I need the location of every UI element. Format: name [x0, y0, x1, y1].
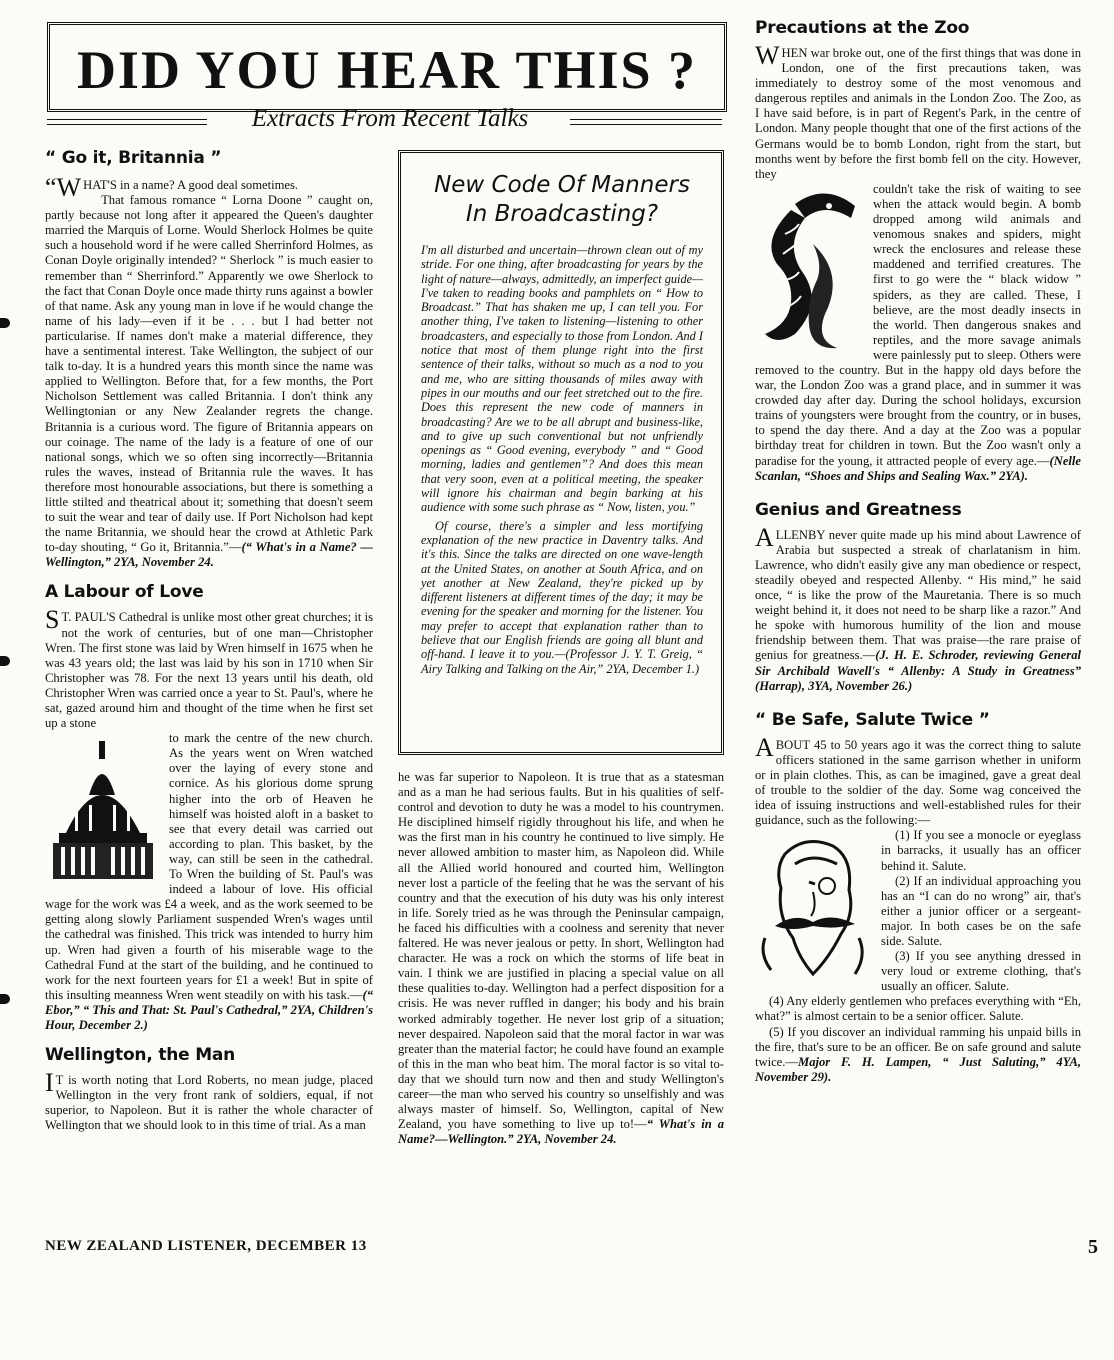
zoo-body-2: couldn't take the risk of waiting to see when the attack would begin. A bomb dropped among wild animals and venomous snakes and spiders, might wreck the enclosures and release these maddened and terrified creatures. The first to go were the “ black widow ” spiders, as they are called. These, I believe, are the most deadly insects in the world. Then dangerous snakes and reptiles, and the more savage animals were painlessly put to sleep. Others were removed to the country. But in the happy old days before the war, the London Zoo was a grand place, and in summer it was crowded day after day. During the school holidays, excursion trains of youngsters were brought from the country, or in buses, to spend the day there. And a day at the Zoo was a popular birthday treat for children in town. But the Zoo wasn't only a paradise for the young, it attracted people of every age.—(Nelle Scanlan, “Shoes and Ships and Sealing Wax.” 2YA).: [755, 181, 1081, 483]
snake-illustration: [755, 184, 865, 357]
subtitle-rule-left: [47, 119, 207, 125]
byline: (“ What's in a Name? —Wellington,” 2YA, November 24.: [45, 540, 373, 570]
page-title: DID YOU HEAR THIS ?: [76, 40, 698, 100]
subtitle-rule-right: [570, 119, 722, 125]
salute-rule-5: (5) If you discover an individual ramming his unpaid bills in the fire, that's sure to be an officer. Be on safe ground and salute twice.—Major F. H. Lampen, “ Just Saluting,” 4YA, November 29).: [755, 1024, 1081, 1084]
byline: Major F. H. Lampen, “ Just Saluting,” 4YA, November 29).: [755, 1054, 1081, 1084]
salute-rule-4: (4) Any elderly gentlemen who prefaces everything with “Eh, what?” is almost certain to be a senior officer. Salute.: [755, 994, 1081, 1024]
page-number: 5: [1088, 1236, 1098, 1258]
salute-rule-1: (1) If you see a monocle or eyeglass in barracks, it usually has an officer behind it. Salute.: [881, 828, 1081, 873]
officer-caricature: [755, 834, 873, 991]
salute-rule-3: (3) If you see anything dressed in very loud or extreme clothing, that's usually an officer. Salute.: [881, 949, 1081, 994]
st-pauls-illustration: [45, 735, 161, 888]
byline: (J. H. E. Schroder, reviewing General Sir Archibald Wavell's “ Allenby: A Study in Greatness” (Harrap), 3YA, November 26.): [755, 648, 1081, 693]
britannia-lead: “WHAT'S in a name? A good deal sometimes.: [45, 173, 299, 202]
heading-wellington: Wellington, the Man: [45, 1045, 236, 1066]
heading-britannia: “ Go it, Britannia ”: [45, 148, 222, 168]
manners-box: [398, 150, 724, 755]
dropcap: S: [45, 605, 60, 635]
manners-body-2: Of course, there's a simpler and less mortifying explanation of the new practice in Daventry talks. And it's this. Since the talks are directed on one wave-length at the United States, on another at South Africa, and on yet another at New Zealand, they're picked up by different listeners at different times of the day; it may be evening for the speaker and morning for the listener. You may prefer to accept that explanation rather than to believe that our English friends are going all blunt and off-hand. I leave it to you.—(Professor J. Y. T. Greig, “ Airy Talking and Talking on the Air,” 2YA, December 1.): [421, 518, 703, 676]
column-1: [45, 148, 373, 1133]
byline: “ What's in a Name?—Wellington.” 2YA, November 24.: [398, 1117, 724, 1147]
byline: (Nelle Scanlan, “Shoes and Ships and Sealing Wax.” 2YA).: [755, 453, 1081, 483]
dropcap: “W: [45, 173, 82, 202]
column-3: [755, 18, 1081, 1085]
wellington-continued: he was far superior to Napoleon. It is true that as a statesman and as a man he had serious faults. But in his qualities of self-control and devotion to duty he was a model to his countrymen. He disciplined himself rigidly throughout his life, and when he was the first man in his country he continued to live simply. He never allowed ambition to master him, as Napoleon did. While all the Allied world honoured and courted him, Wellington never lost a particle of the feeling that he was the servant of his country and that the execution of his duty was his only interest in life. Sorely tried as he was through the Peninsular campaign, he faced his difficulties with a coolness and serenity that never faltered. He was never jealous or petty. In short, Wellington had character. He was a rock on which the storms of life beat in vain. I think we are justified in placing a special value on all these qualities to-day. Wellington had a perfect disposition for a crisis. He was never ruffled in danger; his body and his brain worked admirably together. He never lost grip of a situation; never despaired. Napoleon said that the moral factor in war was greater than the material factor; he could have found an example of this in the man who beat him. The moral factor is so vital to-day that we should turn now and then and study Wellington's career—the man who served his country so unselfishly and was always master of himself. So, Wellington, capital of New Zealand, you have something to live up to!—“ What's in a Name?—Wellington.” 2YA, November 24.: [398, 770, 724, 1147]
heading-zoo: Precautions at the Zoo: [755, 18, 970, 38]
labour-body-2: to mark the centre of the new church. As the years went on Wren watched over the laying of every stone and cornice. As his glorious dome sprung higher into the orb of Heaven he himself was hoisted aloft in a basket to see that every detail was carried out according to plan. This basket, by the way, can still be seen in the cathedral. To Wren the building of St. Paul's was indeed a labour of love. His official wage for the work was £4 a week, and as the work seemed to be getting along slowly Parliament suspended Wren's wages until the cathedral was finished. This trick was intended to hurry him up. Wren had given a fourth of his miserable wage to the Cathedral Fund at the start of the building, and he continued to work for the next fourteen years for £1 a week! But in spite of this insulting meanness Wren went steadily on with his task.—(“ Ebor,” “ This and That: St. Paul's Cathedral,” 2YA, Children's Hour, December 2.): [45, 731, 373, 1032]
margin-mark: [0, 994, 10, 1004]
salute-intro: ABOUT 45 to 50 years ago it was the correct thing to salute officers stationed in the same garrison whether in uniform or in plain clothes. This, as can be imagined, gave a great deal of trouble to the soldier of the day. Some wag conceived the idea of issuing instructions and well-established rules for their guidance, such as the following:—: [755, 732, 1081, 828]
heading-salute: “ Be Safe, Salute Twice ”: [755, 709, 990, 730]
wellington-body: I T is worth noting that Lord Roberts, no mean judge, placed Wellington in the very front rank of soldiers, equal, if not superior, to Napoleon. But it is rather the whole character of Wellington that we should look to in this time of trial. As a man: [45, 1068, 373, 1133]
margin-mark: [0, 318, 10, 328]
byline: (“ Ebor,” “ This and That: St. Paul's Cathedral,” 2YA, Children's Hour, December 2.): [45, 987, 373, 1032]
labour-body-1: S T. PAUL'S Cathedral is unlike most other great churches; it is not the work of centuries, but of one man—Christopher Wren. The first stone was laid by Wren himself in 1675 when he was 43 years old; the last was laid by his son in 1710 when Sir Christopher was 78. For the next 13 years until his death, old Christopher Wren was carried once a year to St. Paul's, where he sat, gazed around him and thought of the time when he first set up a stone: [45, 605, 373, 731]
masthead-box: [47, 22, 727, 112]
page-subtitle: Extracts From Recent Talks: [251, 105, 529, 132]
dropcap: A: [755, 732, 774, 762]
footer-publication: NEW ZEALAND LISTENER, DECEMBER 13: [45, 1238, 367, 1254]
dropcap: W: [755, 41, 780, 70]
dropcap: I: [45, 1068, 54, 1098]
heading-genius: Genius and Greatness: [755, 499, 962, 520]
salute-rule-2: (2) If an individual approaching you has an “I can do no wrong” air, that's either a junior officer or a sergeant-major. In both cases be on the safe side. Salute.: [881, 873, 1081, 948]
heading-labour: A Labour of Love: [45, 582, 204, 603]
zoo-body-1: WHEN war broke out, one of the first things that was done in London, one of the first precautions taken, was immediately to destroy some of the most venomous and dangerous reptiles and animals in the London Zoo. The Zoo, as I have said before, is in part of Regent's Park, in the centre of London. Many people thought that one of the first actions of the Germans would be to bomb London, right from the start, but months went by before the first bomb fell on the city. However, they: [755, 41, 1081, 181]
margin-mark: [0, 656, 10, 666]
column-2-continuation: [398, 770, 724, 1147]
heading-manners: New Code Of Manners In Broadcasting?: [434, 172, 690, 227]
manners-body-1: I'm all disturbed and uncertain—thrown clean out of my stride. For one thing, after broadcasting for years by the light of nature—always, admittedly, an imperfect guide—I've taken to reading books and pamphlets on “ How to Broadcast.” That has shaken me up, I can tell you. For another thing, I've taken to listening—listening to other broadcasters, and especially to those from London. And I notice that most of them plunge right into the first sentence of their talks, without so much as a nod to you and me, who are sitting thousands of miles away with pipes in our mouths and our feet stretched out to the fire. Does this represent the new code of manners in broadcasting? Are we to be all abrupt and business-like, and to give up such conventional but not unfriendly openings as “ Good evening, everybody ” and “ Good morning, ladies and gentlemen”? And does this mean that very soon, even at a political meeting, the speaker will ignore his chairman and begin barking at his audience with some such phrase as “ Now, listen, you.”: [421, 243, 703, 515]
britannia-body: That famous romance “ Lorna Doone ” caught on, partly because not long after it appeared the Queen's daughter married the Marquis of Lorne. Would Sherlock Holmes be quite such a household word if he were called Sherrinford Holmes, as Conan Doyle originally intended? “ Sherlock ” is much easier to remember than “ Sherrinford.” Apparently we owe Sherlock to the fact that Conan Doyle once made thirty runs against a bowler of that name. Ask any young man in love if he would change the name of his lady—even if it be . . . but I had better not particularise. If names don't make a material difference, they have a sentimental interest. Take Wellington, the subject of our talk to-day. It is a hundred years this month since the name was applied to Wellington. Before that, for a few months, the Port Nicholson Settlement was called Britannia. I don't think any Wellingtonian or any New Zealander regrets the change. Britannia is a curious word. The figure of Britannia appears on our coinage. The name of the lady is a feature of one of our national songs, which we so often sing incorrectly—Britannia rules the waves, instead of Britannia rule the waves. It has therefore most honourable associations, but there is something a little stilted and theatrical about it; something that doesn't seem to suit the wear and tear of daily use. If Port Nicholson had kept the name Britannia, we should hear the crowd at Athletic Park to-day shouting, “ Go it, Britannia.”—(“ What's in a Name? —Wellington,” 2YA, November 24.: [45, 193, 373, 570]
genius-body: ALLENBY never quite made up his mind about Lawrence of Arabia but suspected a streak of charlatanism in him. Lawrence, who didn't easily give any man obedience or respect, steadily obeyed and respected Allenby. “ His mind,” he said once, “ is like the prow of the Mauretania. There is so much weight behind it, it does not need to be sharp like a razor.” And he spoke with humorous humility of the lion and mouse friendship between them. That was praise—the rare praise of genius for greatness.—(J. H. E. Schroder, reviewing General Sir Archibald Wavell's “ Allenby: A Study in Greatness” (Harrap), 3YA, November 26.): [755, 522, 1081, 693]
dropcap: A: [755, 522, 774, 552]
